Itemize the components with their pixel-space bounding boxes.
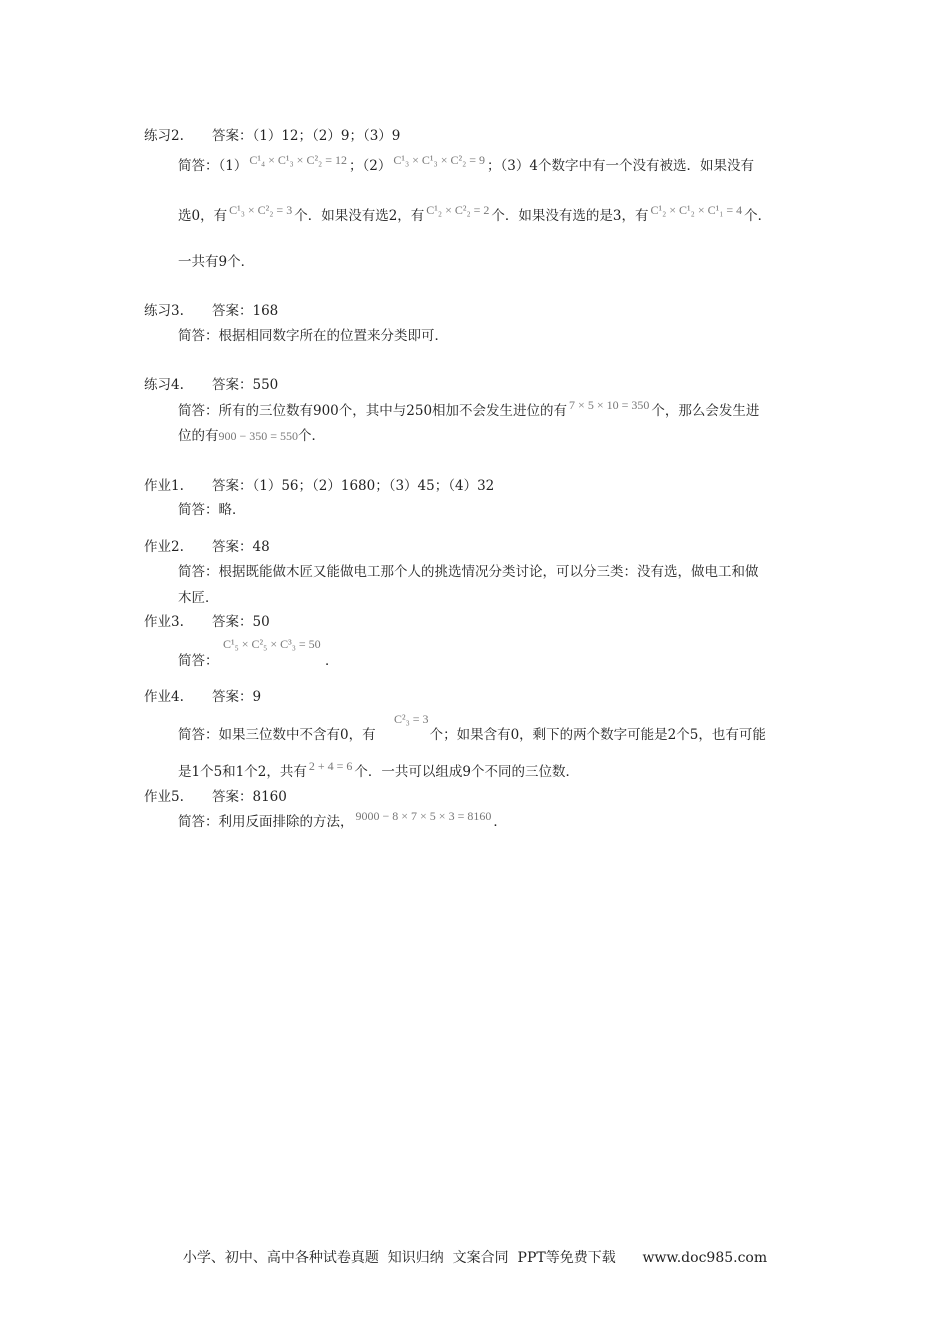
formula: C¹₂ × C¹₂ × C¹₁ = 4 — [650, 203, 743, 217]
formula: C¹₂ × C²₂ = 2 — [426, 203, 490, 217]
homework-1-solution: 简答：略． — [178, 502, 246, 518]
text: ；（2） — [349, 158, 392, 174]
formula: C²₃ = 3 — [394, 712, 429, 726]
exercise-4-label: 练习4. — [144, 377, 184, 393]
text: 简答：如果三位数中不含有0，有 — [178, 727, 376, 743]
homework-1-label: 作业1. — [144, 478, 184, 494]
exercise-2-solution-line-2 — [178, 203, 772, 225]
text: 位的有 — [178, 428, 219, 444]
homework-2-label: 作业2. — [144, 539, 184, 555]
text: 个．如果没有选的是3，有 — [491, 208, 649, 224]
homework-5-label: 作业5. — [144, 789, 184, 805]
homework-3-period: ． — [325, 653, 339, 669]
exercise-4-solution-line-1 — [178, 398, 760, 420]
exercise-4-answer: 答案：550 — [212, 377, 279, 393]
text: 简答：（1） — [178, 158, 248, 174]
homework-1-answer: 答案：（1）56；（2）1680；（3）45；（4）32 — [212, 478, 495, 494]
formula: C¹₄ × C¹₃ × C²₂ = 12 — [249, 153, 348, 167]
homework-3-formula — [223, 635, 321, 653]
text: 简答：所有的三位数有900个，其中与250相加不会发生进位的有 — [178, 403, 568, 419]
homework-4-answer: 答案：9 — [212, 689, 262, 705]
formula: 900 − 350 = 550 — [218, 429, 299, 443]
homework-2-solution-line-2: 木匠． — [178, 590, 219, 606]
formula: C¹₃ × C¹₃ × C²₂ = 9 — [393, 153, 486, 167]
exercise-3-solution: 简答：根据相同数字所在的位置来分类即可． — [178, 328, 448, 344]
exercise-4-solution-line-2 — [178, 427, 325, 445]
formula: 7 × 5 × 10 = 350 — [569, 398, 650, 412]
text: 个．如果没有选2，有 — [294, 208, 425, 224]
text: 个．一共可以组成9个不同的三位数． — [354, 764, 579, 780]
homework-4-label: 作业4. — [144, 689, 184, 705]
text: 是1个5和1个2，共有 — [178, 764, 307, 780]
homework-4-solution-line-2 — [178, 759, 579, 781]
homework-5-solution — [178, 809, 507, 831]
exercise-2-answer: 答案：（1）12；（2）9；（3）9 — [212, 128, 401, 144]
text: 个． — [744, 208, 772, 224]
text: 个，那么会发生进 — [651, 403, 760, 419]
text: 个；如果含有0，剩下的两个数字可能是2个5，也有可能 — [429, 727, 766, 743]
homework-3-label: 作业3. — [144, 614, 184, 630]
text: 简答：利用反面排除的方法， — [178, 814, 354, 830]
formula: C¹₅ × C²₅ × C³₃ = 50 — [223, 637, 321, 651]
footer-advert: 小学、初中、高中各种试卷真题 知识归纳 文案合同 PPT等免费下载 www.doc985.com — [182, 1250, 768, 1266]
exercise-2-solution-line-1 — [178, 153, 754, 175]
exercise-3-label: 练习3. — [144, 303, 184, 319]
text: 选0，有 — [178, 208, 228, 224]
formula: 2 + 4 = 6 — [308, 759, 353, 773]
formula: 9000 − 8 × 7 × 5 × 3 = 8160 — [355, 809, 492, 823]
exercise-3-answer: 答案：168 — [212, 303, 279, 319]
homework-2-solution-line-1: 简答：根据既能做木匠又能做电工那个人的挑选情况分类讨论，可以分三类：没有选，做电工和做 — [178, 564, 759, 580]
homework-4-solution-line-1 — [178, 726, 766, 744]
text: ． — [493, 814, 507, 830]
exercise-2-solution-line-3: 一共有9个． — [178, 254, 255, 270]
homework-3-answer: 答案：50 — [212, 614, 270, 630]
homework-3-solution: 简答： — [178, 653, 219, 669]
text: 个． — [298, 428, 326, 444]
exercise-2-label: 练习2. — [144, 128, 184, 144]
formula: C¹₃ × C²₂ = 3 — [229, 203, 293, 217]
text: ；（3）4个数字中有一个没有被选．如果没有 — [487, 158, 754, 174]
homework-5-answer: 答案：8160 — [212, 789, 287, 805]
homework-2-answer: 答案：48 — [212, 539, 270, 555]
